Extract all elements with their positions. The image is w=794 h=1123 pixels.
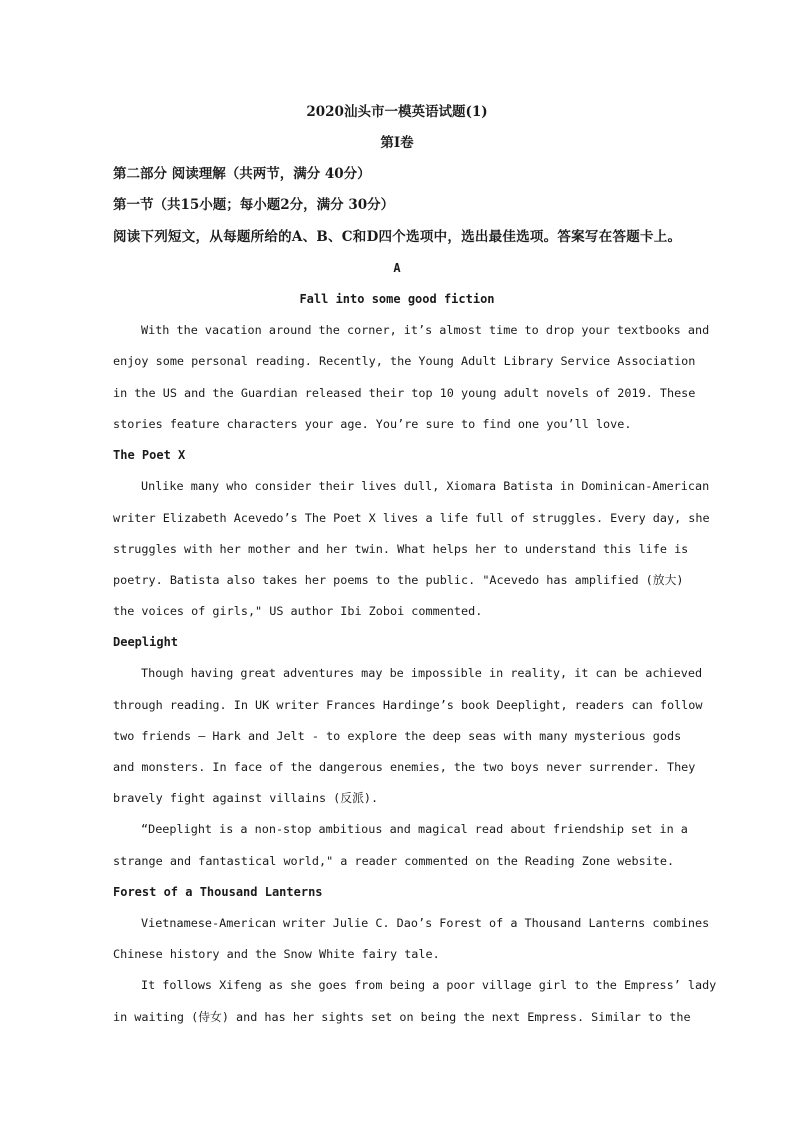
- forest-line: Vietnamese-American writer Julie C. Dao’s Forest of a Thousand Lanterns combines: [141, 916, 710, 930]
- deeplight-quote-line: strange and fantastical world," a reader commented on the Reading Zone website.: [113, 854, 675, 868]
- deeplight-heading: Deeplight: [113, 635, 179, 649]
- forest-line: It follows Xifeng as she goes from being a poor village girl to the Empress’ lady: [141, 978, 717, 992]
- passage-letter: A: [393, 261, 401, 275]
- poet-x-line: struggles with her mother and her twin. What helps her to understand this life is: [113, 542, 689, 556]
- forest-heading: Forest of a Thousand Lanterns: [113, 885, 323, 899]
- deeplight-line: two friends — Hark and Jelt - to explore the deep seas with many mysterious gods: [113, 729, 682, 743]
- intro-line: enjoy some personal reading. Recently, the Young Adult Library Service Association: [113, 354, 696, 368]
- intro-line: in the US and the Guardian released their top 10 young adult novels of 2019. These: [113, 386, 696, 400]
- instruction-text: 阅读下列短文，从每题所给的A、B、C和D四个选项中，选出最佳选项。答案写在答题卡上。: [113, 229, 681, 245]
- intro-line: stories feature characters your age. You’re sure to find one you’ll love.: [113, 417, 632, 431]
- deeplight-line: bravely fight against villains (反派).: [113, 791, 379, 805]
- poet-x-line: poetry. Batista also takes her poems to the public. "Acevedo has amplified (放大): [113, 573, 684, 587]
- deeplight-line: and monsters. In face of the dangerous enemies, the two boys never surrender. They: [113, 760, 696, 774]
- intro-line: With the vacation around the corner, it’s almost time to drop your textbooks and: [141, 323, 710, 337]
- passage-title: Fall into some good fiction: [299, 292, 495, 306]
- volume-label: 第I卷: [380, 135, 414, 151]
- part-heading: 第二部分 阅读理解（共两节，满分 40分）: [113, 166, 371, 182]
- section-heading: 第一节（共15小题；每小题2分，满分 30分）: [113, 197, 395, 213]
- deeplight-line: Though having great adventures may be impossible in reality, it can be achieved: [141, 666, 703, 680]
- deeplight-quote-line: “Deeplight is a non-stop ambitious and magical read about friendship set in a: [141, 822, 688, 836]
- poet-x-line: the voices of girls," US author Ibi Zoboi commented.: [113, 604, 483, 618]
- exam-title: 2020汕头市一模英语试题(1): [306, 104, 488, 120]
- poet-x-line: Unlike many who consider their lives dull, Xiomara Batista in Dominican-American: [141, 479, 710, 493]
- deeplight-line: through reading. In UK writer Frances Hardinge’s book Deeplight, readers can follow: [113, 698, 703, 712]
- forest-line: Chinese history and the Snow White fairy tale.: [113, 947, 440, 961]
- forest-line: in waiting (侍女) and has her sights set on being the next Empress. Similar to the: [113, 1010, 691, 1024]
- poet-x-heading: The Poet X: [113, 448, 186, 462]
- poet-x-line: writer Elizabeth Acevedo’s The Poet X lives a life full of struggles. Every day, she: [113, 511, 710, 525]
